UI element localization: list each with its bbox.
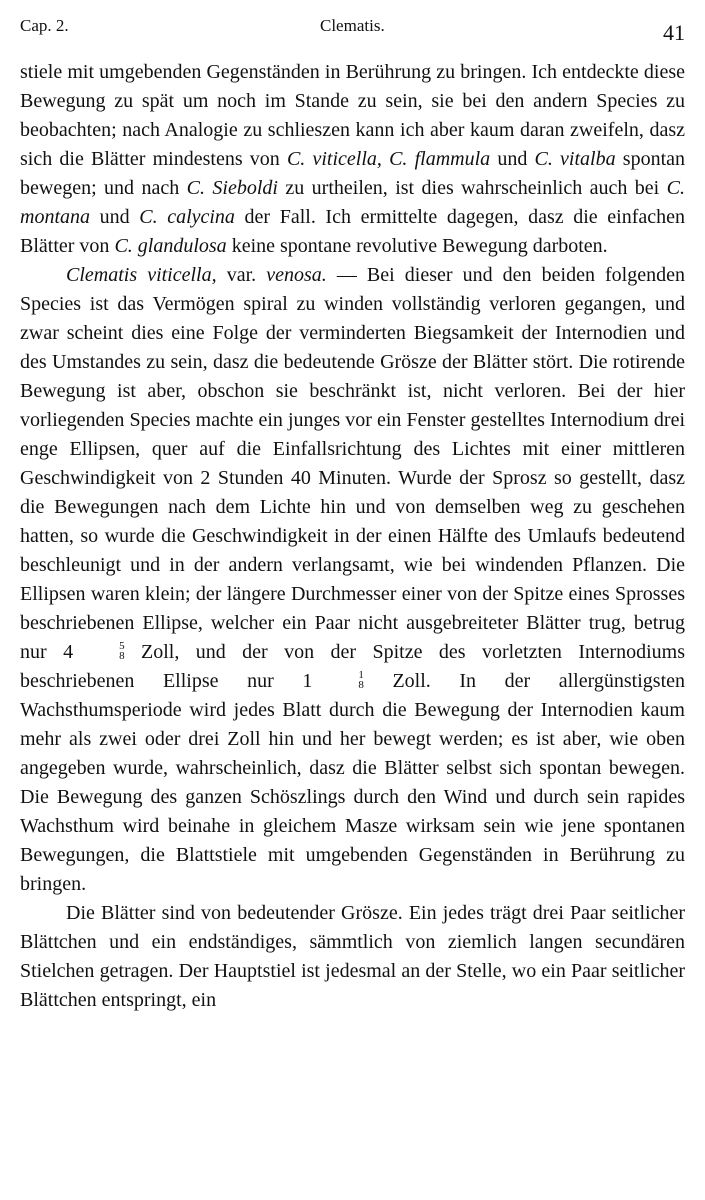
species-name: C. calycina — [139, 206, 235, 228]
species-name: C. montana — [20, 177, 686, 228]
species-name: C. Sieboldi — [186, 177, 278, 199]
species-name: C. vitalba — [534, 148, 616, 170]
paragraph-3: Die Blätter sind von bedeutender Grösze. Ein jedes trägt drei Paar seitlicher Blättchen und ein endständiges, sämmtlich von ziemlich langen secundären Stielchen getragen. Der Hauptstiel ist jedesmal an der Stelle, wo ein Paar seitlicher Blättchen entspringt, ein — [20, 902, 685, 1011]
species-name: C. flammula — [389, 148, 491, 170]
variety-name: venosa. — [266, 264, 327, 286]
running-title: Clematis. — [320, 16, 385, 35]
page-body — [20, 58, 685, 1015]
fraction: 5 8 — [119, 640, 125, 662]
paragraph-1: stiele mit umgebenden Gegenständen in Berührung zu bringen. Ich entdeckte diese Bewegung zu spät um noch im Stande zu sein, sie bei den andern Species zu beobachten; nach Analogie zu schlieszen kann ich aber kaum daran zweifeln, dasz sich die Blätter mindestens von C. viticella, C. flammula und C. vitalba spontan bewegen; und nach C. Sieboldi zu urtheilen, ist dies wahrscheinlich auch bei C. montana und C. calycina der Fall. Ich ermittelte dagegen, dasz die einfachen Blätter von C. glandulosa keine spontane revolutive Bewegung darboten. — [20, 61, 686, 257]
running-header — [20, 10, 685, 44]
species-name: C. glandulosa — [114, 235, 227, 257]
fraction: 1 8 — [358, 669, 364, 691]
species-heading: Clematis viticella, — [66, 264, 217, 286]
chapter-label: Cap. 2. — [20, 16, 69, 35]
species-name: C. viticella, — [286, 148, 382, 170]
paragraph-2: Clematis viticella, var. venosa. — Bei dieser und den beiden folgenden Species ist das Vermögen spiral zu winden vollständig verloren gegangen, und zwar scheint dies eine Folge der verminderten Biegsamkeit der Internodien und des Umstandes zu sein, dasz die bedeutende Grösze der Blätter stört. Die rotirende Bewegung ist aber, obschon sie beschränkt ist, nicht verloren. Bei der hier vorliegenden Species machte ein junges vor ein Fenster gestelltes Internodium drei enge Ellipsen, quer auf die Einfallsrichtung des Lichtes mit einer mittleren Geschwindigkeit von 2 Stunden 40 Minuten. Wurde der Sprosz so gestellt, dasz die Bewegungen nach dem Lichte hin und von demselben weg zu geschehen hatten, so wurde die Geschwindigkeit in der einen Hälfte des Umlaufs bedeutend beschleunigt und in der andern verlangsamt, wie bei windenden Pflanzen. Die Ellipsen waren klein; der längere Durchmesser einer von der Spitze eines Sprosses beschriebenen Ellipse, welcher ein Paar nicht ausgebreiteter Blätter trug, betrug nur 4 5 8 Zoll, und der von der Spitze des vorletzten Internodiums beschriebenen Ellipse nur 1 1 8 Zoll. In der allergünstigsten Wachsthumsperiode wird jedes Blatt durch die Bewegung der Internodien kaum mehr als zwei oder drei Zoll hin und her bewegt werden; es ist aber, wie oben angegeben wurde, wahrscheinlich, dasz die Blätter selbst sich spontan bewegen. Die Bewegung des ganzen Schöszlings durch den Wind und durch sein rapides Wachsthum wird beinahe in gleichem Masze wirksam sein wie jene spontanen Bewegungen, die Blattstiele mit umgebenden Gegenständen in Berührung zu bringen. — [20, 264, 686, 895]
page-number: 41 — [663, 20, 685, 45]
